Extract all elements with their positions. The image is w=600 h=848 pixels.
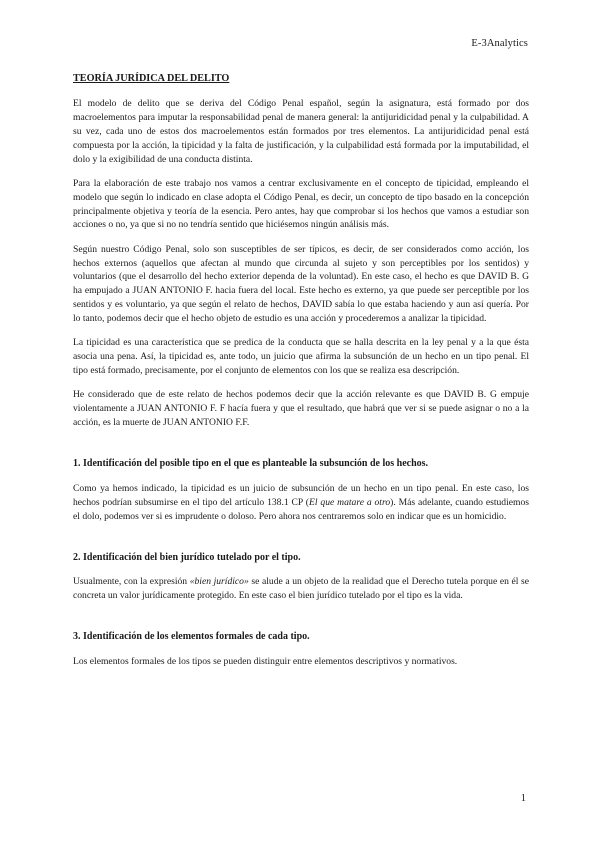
paragraph-tipicidad-focus: Para la elaboración de este trabajo nos vamos a centrar exclusivamente en el concepto de tipicidad, empleando el modelo que según lo indicado en clase adopta el Código Penal, es decir, un concepto de tipo basado en la concepción principalmente objetiva y teoría de la esencia. Pero antes, hay que comprobar si los hechos que vamos a estudiar son acciones o no, ya que si no no tendría sentido que hiciésemos ningún análisis más. [73,177,529,231]
paragraph-accion: Según nuestro Código Penal, solo son susceptibles de ser típicos, es decir, de ser considerados como acción, los hechos externos (aquellos que afectan al mundo que circunda al sujeto y son perceptibles por los sentidos) y voluntarios (que el desarrollo del hecho exterior dependa de la voluntad). En este caso, el hecho es que DAVID B. G ha empujado a JUAN ANTONIO F. hacia fuera del local. Este hecho es externo, ya que puede ser perceptible por los sentidos y es voluntario, ya que según el relato de hechos, DAVID sabía lo que estaba haciendo y aun así quería. Por lo tanto, podemos decir que el hecho objeto de estudio es una acción y procederemos a analizar la tipicidad. [73,243,529,325]
section-3-body: Los elementos formales de los tipos se pueden distinguir entre elementos descriptivos y normativos. [73,655,458,667]
section-1-body: Como ya hemos indicado, la tipicidad es un juicio de subsunción de un hecho en un tipo penal. En este caso, los hechos podrían subsumirse en el tipo del artículo 138.1 CP (El que matare a otro). Más adelante, cuando estudiemos el dolo, podemos ver si es imprudente o doloso. Pero ahora nos centraremos solo en indicar que es un homicidio. [73,482,530,522]
section-2-term: «bien jurídico» [189,576,249,588]
paragraph-intro: El modelo de delito que se deriva del Código Penal español, según la asignatura, está formado por dos macroelementos para imputar la responsabilidad penal de manera general: la antijuridicidad penal y la culpabilidad. A su vez, cada uno de estos dos macroelementos están formados por tres elementos. La antijuridicidad penal está compuesta por la acción, la tipicidad y la falta de justificación, y la culpabilidad está formada por la imputabilidad, el dolo y la exigibilidad de una conducta distinta. [73,97,529,165]
section-1-quote: El que matare a otro [309,496,391,508]
section-2-body: Usualmente, con la expresión «bien jurídico» se alude a un objeto de la realidad que el Derecho tutela porque en él se concreta un valor jurídicamente protegido. En este caso el bien jurídico tutelado por el tipo es la vida. [73,576,529,602]
page-number: 1 [520,793,526,804]
paragraph-tipicidad-definition: La tipicidad es una característica que se predica de la conducta que se halla descrita en la ley penal y a la que ésta asocia una pena. Así, la tipicidad es, ante todo, un juicio que afirma la subsunción de un hecho en un tipo penal. El tipo está formado, precisamente, por el conjunto de elementos con los que se realiza esa descripción. [73,337,529,377]
document-body [73,72,529,679]
document-header: E-3Analytics [471,38,528,49]
section-1-title: 1. Identificación del posible tipo en el que es planteable la subsunción de los hechos. [73,458,429,470]
section-2-title: 2. Identificación del bien jurídico tutelado por el tipo. [73,551,301,563]
paragraph-relevant-action: He considerado que de este relato de hechos podemos decir que la acción relevante es que DAVID B. G empuje violentamente a JUAN ANTONIO F. F hacía fuera y que el resultado, que habrá que ver si se puede asignar o no a la acción, es la muerte de JUAN ANTONIO F.F. [73,389,529,429]
section-3-title: 3. Identificación de los elementos formales de cada tipo. [73,631,310,643]
document-title: TEORÍA JURÍDICA DEL DELITO [73,73,230,84]
